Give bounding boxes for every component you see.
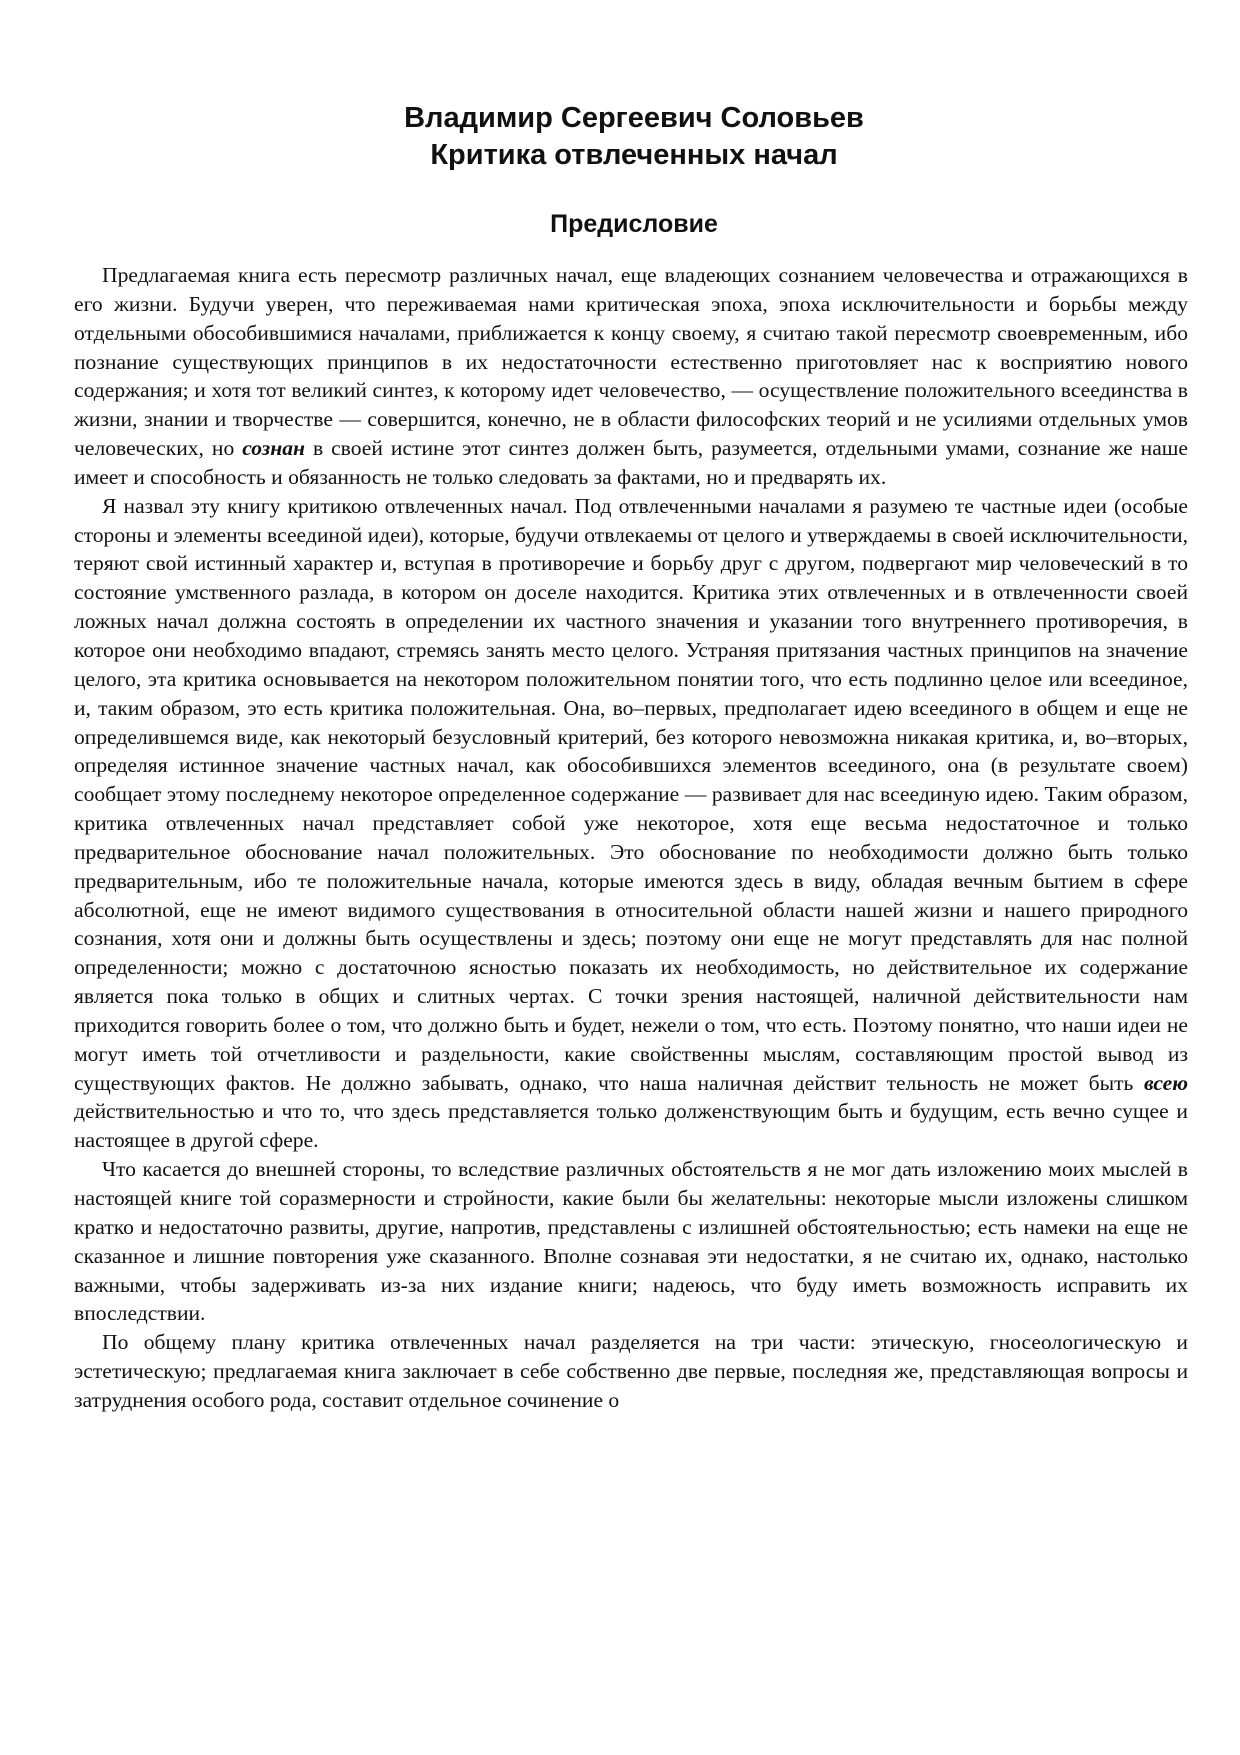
paragraph-1-text-a: Предлагаемая книга есть пересмотр различных начал, еще владеющих сознанием человечества и отражающихся в его жизни. Будучи уверен, что переживаемая нами критическая эпоха, эпоха исключительности и борьбы между отдельными обособившимися началами, приближается к концу своему, я считаю такой пересмотр своевременным, ибо познание существующих принципов в их недостаточности естественно приготовляет нас к восприятию нового содержания; и хотя тот великий синтез, к которому идет человечество, — осуществление положительного всеединства в жизни, знании и творчестве — совершится, конечно, не в области философских теорий и не усилиями отдельных умов человеческих, но (74, 263, 1188, 461)
paragraph-2 (74, 492, 1188, 1155)
body-text (74, 261, 1188, 1415)
paragraph-4: По общему плану критика отвлеченных начал разделяется на три части: этическую, гносеологическую и эстетическую; предлагаемая книга заключает в себе собственно две первые, последняя же, представляющая вопросы и затруднения особого рода, составит отдельное сочинение о (74, 1330, 1188, 1412)
document-page (74, 100, 1188, 1415)
emphasis-vseyu: всею (1143, 1070, 1188, 1095)
paragraph-1-text-b: в своей истине этот синтез должен быть, разумеется, отдельными умами, сознание же наше имеет и способность и обязанность не только следовать за фактами, но и предварять их. (74, 436, 1188, 489)
emphasis-soznan: сознан (242, 436, 305, 461)
paragraph-2-text-a: Я назвал эту книгу критикою отвлеченных начал. Под отвлеченными началами я разумею те частные идеи (особые стороны и элементы всеединой идеи), которые, будучи отвлекаемы от целого и утверждаемы в своей исключительности, теряют свой истинный характер и, вступая в противоречие и борьбу друг с другом, подвергают мир человеческий в то состояние умственного разлада, в котором он доселе находится. Критика этих отвлеченных и в отвлеченности своей ложных начал должна состоять в определении их частного значения и указании того внутреннего противоречия, в которое они необходимо впадают, стремясь занять место целого. Устраняя притязания частных принципов на значение целого, эта критика основывается на некотором положительном понятии того, что есть подлинно целое или всеединое, и, таким образом, это есть критика положительная. Она, во–первых, предполагает идею всеединого в общем и еще не определившемся виде, как некоторый безусловный критерий, без которого невозможна никакая критика, и, во–вторых, определяя истинное значение частных начал, как обособившихся элементов всеединого, она (в результате своем) сообщает этому последнему некоторое определенное содержание — развивает для нас всеединую идею. Таким образом, критика отвлеченных начал представляет собой уже некоторое, хотя еще весьма недостаточное и только предварительное обоснование начал положительных. Это обоснование по необходимости должно быть только предварительным, ибо те положительные начала, которые имеются здесь в виду, обладая вечным бытием в сфере абсолютной, еще не имеют видимого существования в относительной области нашей жизни и нашего природного сознания, хотя они и должны быть осуществлены и здесь; поэтому они еще не могут представлять для нас полной определенности; можно с достаточною ясностью показать их необходимость, но действительное их содержание является пока только в общих и слитных чертах. С точки зрения настоящей, наличной действительности нам приходится говорить более о том, что должно быть и будет, нежели о том, что есть. Поэтому понятно, что наши идеи не могут иметь той отчетливости и раздельности, какие свойственны мыслям, составляющим простой вывод из существующих фактов. Не должно забывать, однако, что наша наличная действит тельность не может быть (74, 493, 1188, 1095)
author-name: Владимир Сергеевич Соловьев (404, 102, 864, 134)
section-heading: Предисловие (550, 210, 718, 238)
book-title: Критика отвлеченных начал (430, 139, 838, 171)
paragraph-3: Что касается до внешней стороны, то вследствие различных обстоятельств я не мог дать изложению моих мыслей в настоящей книге той соразмерности и стройности, какие были бы желательны: некоторые мысли изложены слишком кратко и недостаточно развиты, другие, напротив, представлены с излишней обстоятельностью; есть намеки на еще не сказанное и лишние повторения уже сказанного. Вполне сознавая эти недостатки, я не считаю их, однако, настолько важными, чтобы задерживать из-за них издание книги; надеюсь, что буду иметь возможность исправить их впоследствии. (74, 1157, 1188, 1326)
paragraph-1 (74, 261, 1188, 492)
paragraph-2-text-b: действительностью и что то, что здесь представляется только долженствующим быть и будущим, есть вечно сущее и настоящее в другой сфере. (74, 1099, 1188, 1153)
